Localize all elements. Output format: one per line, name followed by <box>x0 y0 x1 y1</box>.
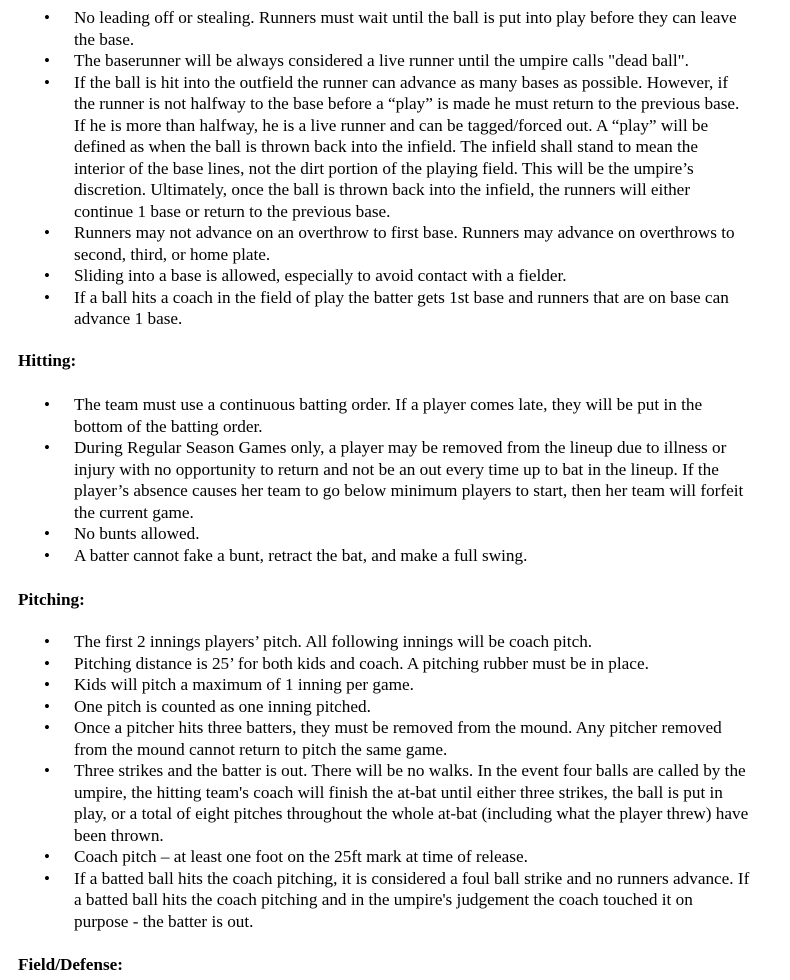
list-item <box>0 868 790 933</box>
bullet-icon: • <box>44 8 50 27</box>
bullet-icon: • <box>44 675 50 694</box>
rule-text: Kids will pitch a maximum of 1 inning per game. <box>74 675 414 694</box>
bullet-icon: • <box>44 438 50 457</box>
list-item <box>0 674 790 696</box>
bullet-icon: • <box>44 632 50 651</box>
list-item <box>0 50 790 72</box>
baserunning-rules-list <box>0 7 790 330</box>
pitching-heading: Pitching: <box>18 590 85 609</box>
list-item <box>0 760 790 846</box>
list-item <box>0 72 790 223</box>
rule-text: No bunts allowed. <box>74 524 200 543</box>
list-item <box>0 717 790 760</box>
rule-text: The team must use a continuous batting order. If a player comes late, they will be put in the bottom of the batting order. <box>74 395 703 436</box>
pitching-rules-list <box>0 631 790 932</box>
hitting-heading: Hitting: <box>18 351 77 370</box>
rule-text: Three strikes and the batter is out. There will be no walks. In the event four balls are called by the umpire, the hitting team's coach will finish the at-bat until either three strikes, the ball is put in play, or a total of eight pitches throughout the whole at-bat (including what the player threw) have been thrown. <box>74 761 749 845</box>
bullet-icon: • <box>44 266 50 285</box>
list-item <box>0 696 790 718</box>
rule-text: Runners may not advance on an overthrow to first base. Runners may advance on overthrows to second, third, or home plate. <box>74 223 735 264</box>
bullet-icon: • <box>44 545 50 565</box>
rule-text: During Regular Season Games only, a player may be removed from the lineup due to illness or injury with no opportunity to return and not be an out every time up to bat in the lineup. If the player’s absence causes her team to go below minimum players to start, then her team will forfeit the current game. <box>74 438 744 522</box>
hitting-rules-list <box>0 394 790 566</box>
bullet-icon: • <box>44 524 50 543</box>
list-item <box>0 523 790 545</box>
rule-text: If a ball hits a coach in the field of play the batter gets 1st base and runners that are on base can advance 1 base. <box>74 287 729 328</box>
rule-text: The first 2 innings players’ pitch. All following innings will be coach pitch. <box>74 632 593 651</box>
list-item <box>0 222 790 265</box>
list-item <box>0 394 790 437</box>
list-item <box>0 545 790 567</box>
rule-text: Sliding into a base is allowed, especially to avoid contact with a fielder. <box>74 266 567 285</box>
list-item <box>0 437 790 523</box>
bullet-icon: • <box>44 761 50 780</box>
bullet-icon: • <box>44 72 50 92</box>
list-item <box>0 287 790 330</box>
list-item <box>0 265 790 287</box>
bullet-icon: • <box>44 395 50 414</box>
rule-text: The baserunner will be always considered a live runner until the umpire calls "dead ball". <box>74 51 689 70</box>
rule-text: If a batted ball hits the coach pitching, it is considered a foul ball strike and no runners advance. If a batted ball hits the coach pitching and in the umpire's judgement the coach touched it on purpose - the batter is out. <box>74 868 750 931</box>
rule-text: A batter cannot fake a bunt, retract the bat, and make a full swing. <box>74 545 528 565</box>
bullet-icon: • <box>44 653 50 673</box>
field-defense-heading: Field/Defense: <box>18 955 124 974</box>
list-item <box>0 631 790 653</box>
bullet-icon: • <box>44 868 50 888</box>
list-item <box>0 653 790 675</box>
bullet-icon: • <box>44 51 50 70</box>
rule-text: If the ball is hit into the outfield the runner can advance as many bases as possible. However, if the runner is not halfway to the base before a “play” is made he must return to the previous base. If he is more than halfway, he is a live runner and can be tagged/forced out. A “play” will be defined as when the ball is thrown back into the infield. The infield shall stand to mean the interior of the base lines, not the dirt portion of the playing field. This will be the umpire’s discretion. Ultimately, once the ball is thrown back into the infield, the runners will either continue 1 base or return to the previous base. <box>74 72 740 221</box>
bullet-icon: • <box>44 287 50 307</box>
rule-text: Once a pitcher hits three batters, they must be removed from the mound. Any pitcher removed from the mound cannot return to pitch the same game. <box>74 718 722 759</box>
rule-text: One pitch is counted as one inning pitched. <box>74 696 371 716</box>
bullet-icon: • <box>44 847 50 866</box>
rule-text: Pitching distance is 25’ for both kids and coach. A pitching rubber must be in place. <box>74 653 649 673</box>
bullet-icon: • <box>44 718 50 737</box>
bullet-icon: • <box>44 696 50 716</box>
rule-text: Coach pitch – at least one foot on the 25ft mark at time of release. <box>74 847 528 866</box>
list-item <box>0 846 790 868</box>
bullet-icon: • <box>44 223 50 242</box>
list-item <box>0 7 790 50</box>
rule-text: No leading off or stealing. Runners must wait until the ball is put into play before they can leave the base. <box>74 8 737 49</box>
